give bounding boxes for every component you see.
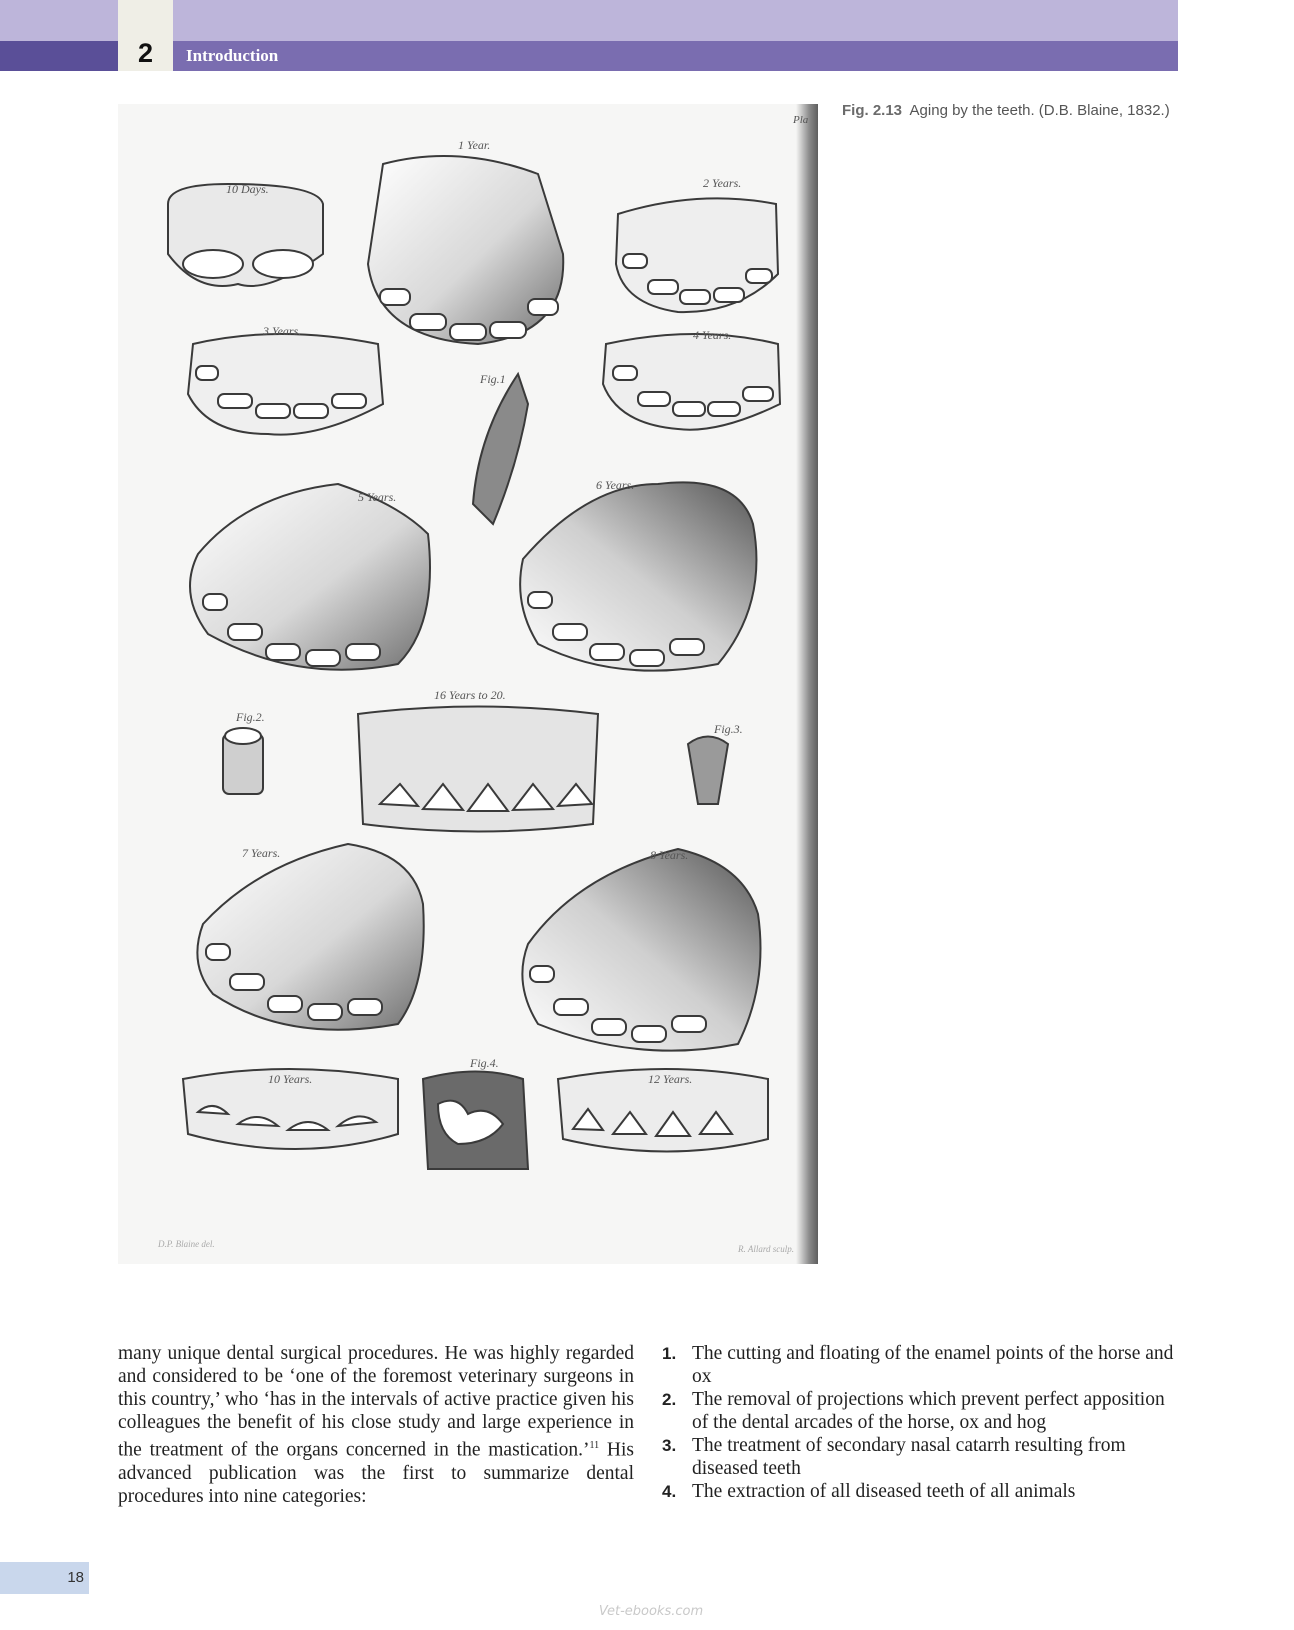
label-4-years: 4 Years. — [693, 328, 732, 342]
chapter-title: Introduction — [186, 46, 279, 65]
label-3-years: 3 Years. — [263, 324, 302, 338]
list-item — [662, 1342, 1182, 1388]
label-fig-2: Fig.2. — [236, 710, 265, 724]
list-item — [662, 1480, 1182, 1503]
figure-caption — [842, 102, 1170, 119]
list-item-text: The extraction of all diseased teeth of all animals — [692, 1481, 1076, 1502]
label-6-years: 6 Years. — [596, 478, 635, 492]
label-10-days: 10 Days. — [226, 182, 269, 196]
chapter-number: 2 — [137, 38, 154, 68]
figure-plate — [118, 104, 818, 1264]
list-item-number: 2. — [662, 1390, 677, 1409]
list-item-number: 1. — [662, 1344, 677, 1363]
list-item-text: The removal of projections which prevent perfect apposition of the dental arcades of the horse, ox and hog — [692, 1389, 1165, 1433]
list-item-text: The cutting and floating of the enamel points of the horse and ox — [692, 1343, 1174, 1387]
list-item-number: 3. — [662, 1436, 677, 1455]
paragraph-text-after: His advanced publication was the first to summarize dental procedures into nine categories: — [118, 1439, 634, 1507]
teeth-engraving-illustration — [118, 104, 818, 1264]
credit-engraver: R. Allard sculp. — [738, 1244, 794, 1254]
label-2-years: 2 Years. — [703, 176, 742, 190]
label-fig-3: Fig.3. — [714, 722, 743, 736]
procedure-list — [662, 1342, 1182, 1503]
label-plate: Pla — [793, 114, 809, 126]
list-item-number: 4. — [662, 1482, 677, 1501]
header-left-block — [0, 0, 118, 71]
label-fig-4: Fig.4. — [470, 1056, 499, 1070]
list-item-text: The treatment of secondary nasal catarrh resulting from diseased teeth — [692, 1435, 1126, 1479]
paragraph-text-before: many unique dental surgical procedures. He was highly regarded and considered to be ‘one of the foremost veterinary surgeons in this country,’ who ‘has in the intervals of active practice given his colleagues the benefit of his close study and large experience in the treatment of the organs concerned in the mastication.’ — [118, 1343, 634, 1461]
label-1-year: 1 Year. — [458, 138, 491, 152]
footnote-reference: 11 — [589, 1440, 600, 1451]
label-5-years: 5 Years. — [358, 490, 397, 504]
page-number: 18 — [67, 1569, 84, 1586]
book-spine-shadow — [796, 104, 818, 1264]
label-16-to-20-years: 16 Years to 20. — [434, 688, 506, 702]
label-10-years: 10 Years. — [268, 1072, 313, 1086]
credit-draftsman: D.P. Blaine del. — [158, 1239, 215, 1249]
label-8-years: 8 Years. — [650, 848, 689, 862]
watermark: Vet-ebooks.com — [598, 1604, 704, 1619]
body-paragraph — [118, 1342, 634, 1508]
figure-caption-text: Aging by the teeth. (D.B. Blaine, 1832.) — [909, 102, 1170, 119]
header-band-light — [0, 0, 1178, 41]
figure-caption-number: Fig. 2.13 — [842, 102, 903, 119]
label-fig-1: Fig.1 — [480, 372, 506, 386]
list-item — [662, 1388, 1182, 1434]
label-12-years: 12 Years. — [648, 1072, 693, 1086]
label-7-years: 7 Years. — [242, 846, 281, 860]
list-item — [662, 1434, 1182, 1480]
header-band-dark — [0, 41, 1178, 71]
